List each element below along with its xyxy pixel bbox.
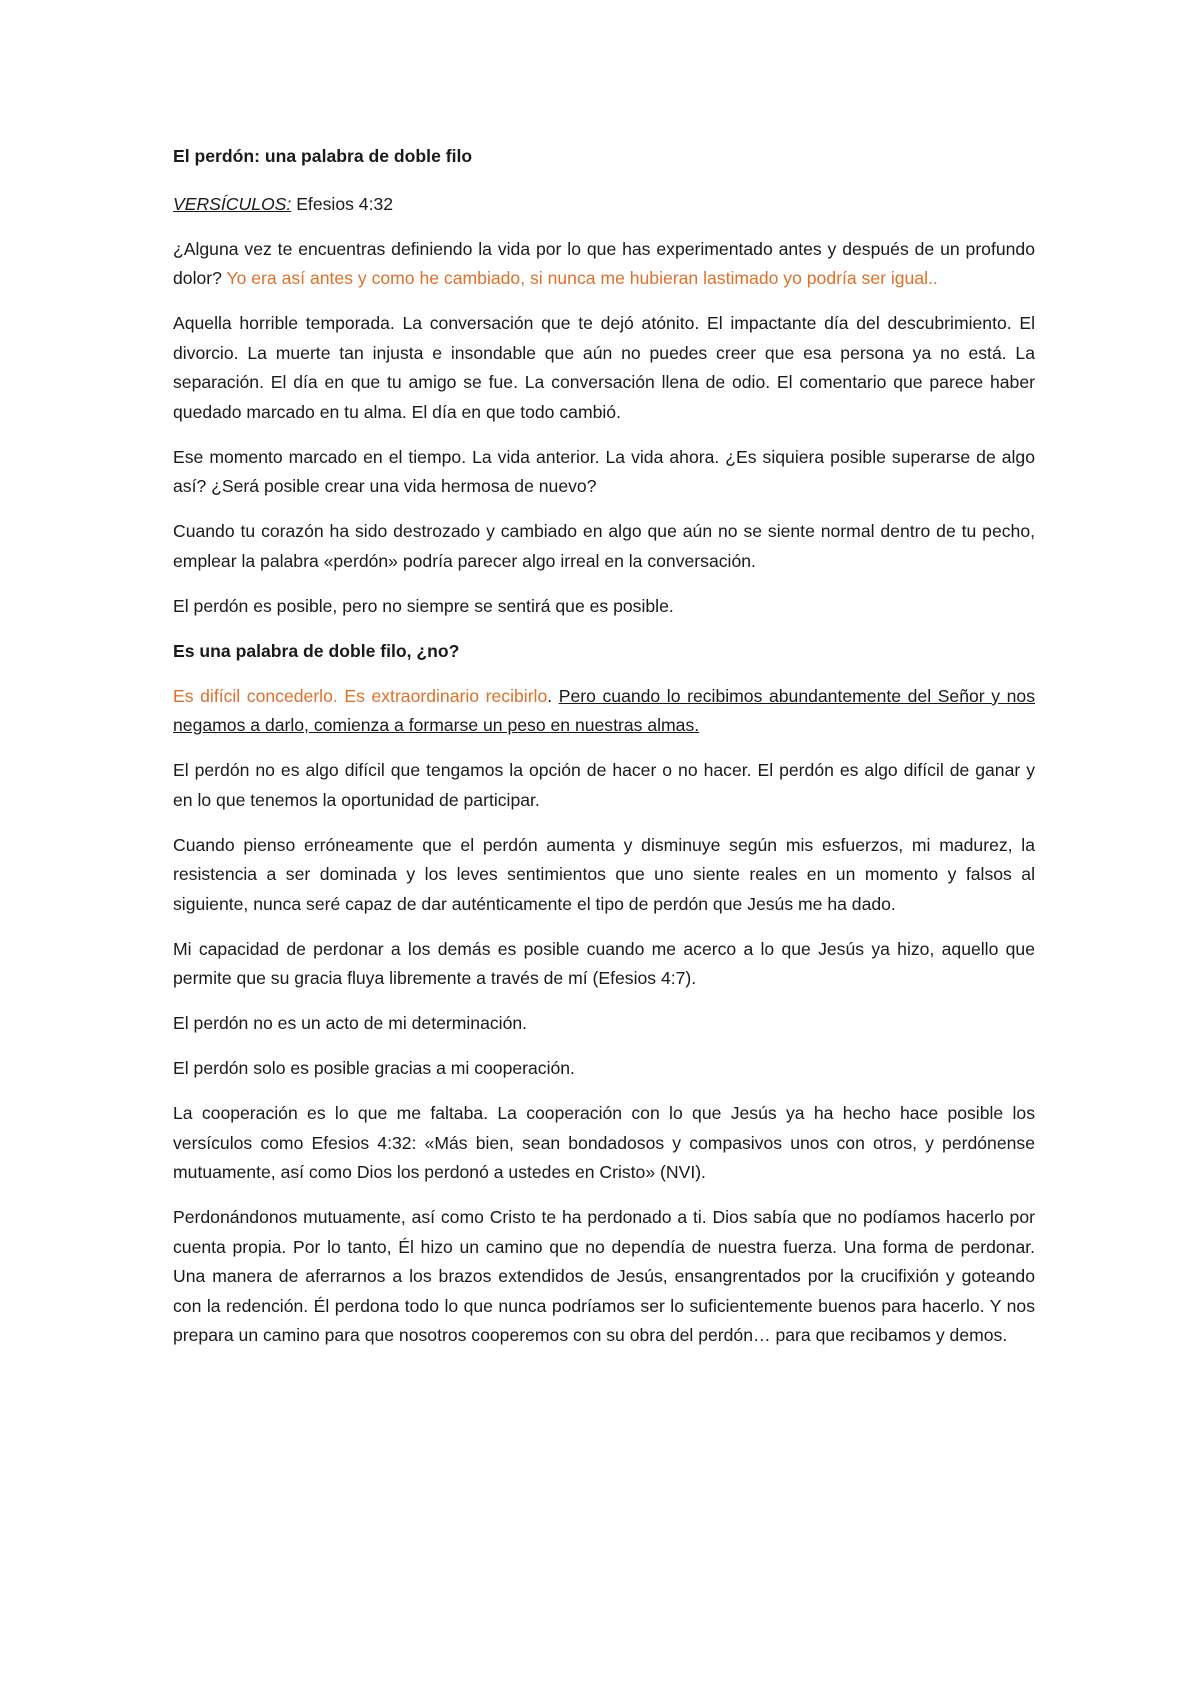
paragraph-12: La cooperación es lo que me faltaba. La cooperación con lo que Jesús ya ha hecho hace posible los versículos como Efesios 4:32: «Más bien, sean bondadosos y compasivos unos con otros, y perdónense mutuamente, así como Dios los perdonó a ustedes en Cristo» (NVI). (173, 1103, 1035, 1182)
paragraph-6-underlined: Pero cuando lo recibimos abundantemente del Señor y nos negamos a darlo, comienza a formarse un peso en nuestras almas. (173, 685, 1035, 735)
verses-reference: Efesios 4:32 (291, 193, 394, 214)
paragraph-6 (173, 682, 1035, 741)
paragraph-3: Ese momento marcado en el tiempo. La vida anterior. La vida ahora. ¿Es siquiera posible superarse de algo así? ¿Será posible crear una vida hermosa de nuevo? (173, 446, 1035, 496)
verses-line (173, 190, 1035, 220)
paragraph-5: El perdón es posible, pero no siempre se sentirá que es posible. (173, 595, 674, 616)
document-title: El perdón: una palabra de doble filo (173, 146, 473, 166)
verses-label: VERSÍCULOS: (173, 193, 292, 214)
section-subheading: Es una palabra de doble filo, ¿no? (173, 640, 460, 661)
paragraph-6-highlight: Es difícil concederlo. Es extraordinario recibirlo (173, 685, 548, 706)
paragraph-10: El perdón no es un acto de mi determinación. (173, 1013, 528, 1033)
paragraph-6-separator: . (547, 685, 559, 706)
paragraph-4: Cuando tu corazón ha sido destrozado y cambiado en algo que aún no se siente normal dentro de tu pecho, emplear la palabra «perdón» podría parecer algo irreal en la conversación. (173, 521, 1035, 571)
paragraph-7: El perdón no es algo difícil que tengamos la opción de hacer o no hacer. El perdón es algo difícil de ganar y en lo que tenemos la oportunidad de participar. (173, 760, 1035, 810)
document-page (173, 142, 1035, 1366)
paragraph-1-text: ¿Alguna vez te encuentras definiendo la vida por lo que has experimentado antes y después de un profundo dolor? (173, 238, 1035, 288)
paragraph-8: Cuando pienso erróneamente que el perdón aumenta y disminuye según mis esfuerzos, mi madurez, la resistencia a ser dominada y los leves sentimientos que uno siente reales en un momento y falsos al siguiente, nunca seré capaz de dar auténticamente el tipo de perdón que Jesús me ha dado. (173, 834, 1035, 914)
paragraph-1 (173, 235, 1035, 294)
paragraph-13: Perdonándonos mutuamente, así como Cristo te ha perdonado a ti. Dios sabía que no podíamos hacerlo por cuenta propia. Por lo tanto, Él hizo un camino que no dependía de nuestra fuerza. Una forma de perdonar. Una manera de aferrarnos a los brazos extendidos de Jesús, ensangrentados por la crucifixión y goteando con la redención. Él perdona todo lo que nunca podríamos ser lo suficientemente buenos para hacerlo. Y nos prepara un camino para que nosotros cooperemos con su obra del perdón… para que recibamos y demos. (173, 1207, 1035, 1345)
paragraph-11: El perdón solo es posible gracias a mi cooperación. (173, 1058, 575, 1078)
paragraph-9: Mi capacidad de perdonar a los demás es posible cuando me acerco a lo que Jesús ya hizo, aquello que permite que su gracia fluya libremente a través de mí (Efesios 4:7). (173, 938, 1035, 988)
paragraph-1-highlight: Yo era así antes y como he cambiado, si nunca me hubieran lastimado yo podría ser igual.. (226, 268, 938, 288)
paragraph-2: Aquella horrible temporada. La conversación que te dejó atónito. El impactante día del descubrimiento. El divorcio. La muerte tan injusta e insondable que aún no puedes creer que esa persona ya no está. La separación. El día en que tu amigo se fue. La conversación llena de odio. El comentario que parece haber quedado marcado en tu alma. El día en que todo cambió. (173, 313, 1035, 422)
